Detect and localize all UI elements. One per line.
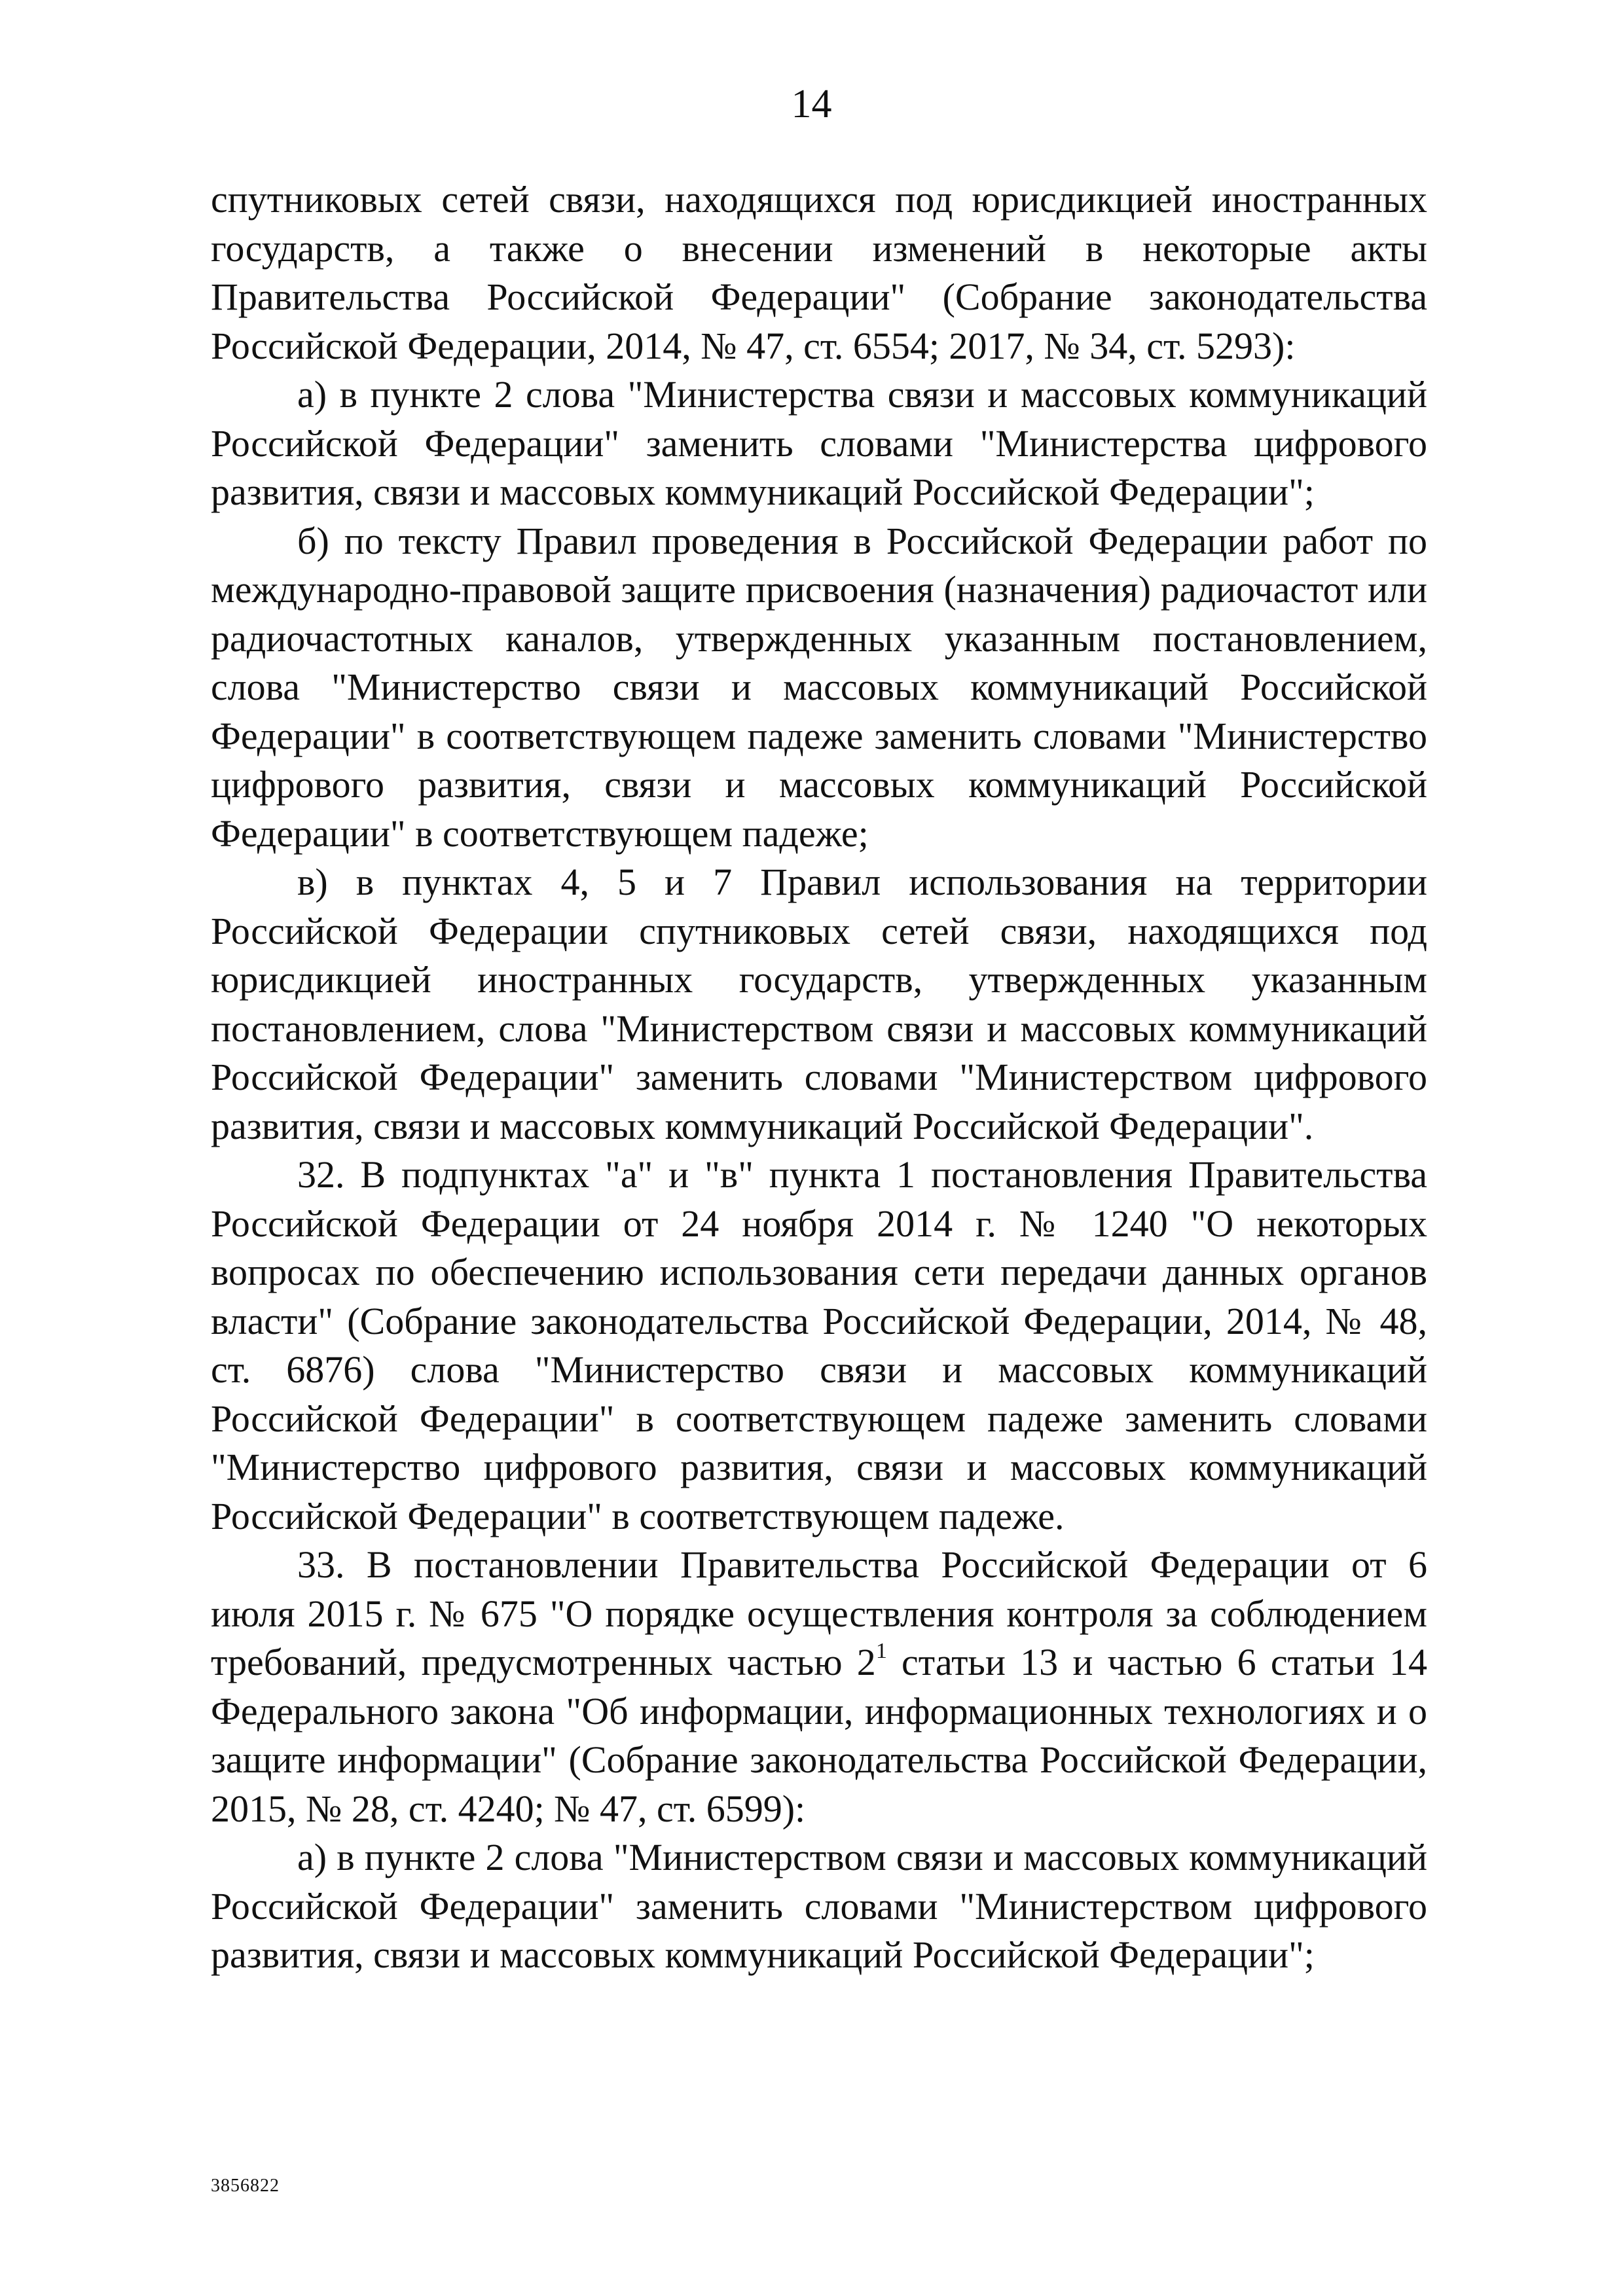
paragraph-32: 32. В подпунктах "а" и "в" пункта 1 постановления Правительства Российской Федерации от 24 ноября 2014 г. № 1240 "О некоторых вопросах по обеспечению использования сети передачи данных органов власти" (Собрание законодательства Российской Федерации, 2014, № 48, ст. 6876) слова "Министерство связи и массовых коммуникаций Российской Федерации" в соответствующем падеже заменить словами "Министерство цифрового развития, связи и массовых коммуникаций Российской Федерации" в соответствующем падеже. <box>211 1153 1427 1537</box>
paragraph-continuation: спутниковых сетей связи, находящихся под юрисдикцией иностранных государств, а также о внесении изменений в некоторые акты Правительства Российской Федерации" (Собрание законодательства Российской Федерации, 2014, № 47, ст. 6554; 2017, № 34, ст. 5293): <box>211 178 1427 367</box>
paragraph-item-a: а) в пункте 2 слова "Министерства связи и массовых коммуникаций Российской Федерации" заменить словами "Министерства цифрового развития, связи и массовых коммуникаций Российской Федерации"; <box>211 373 1427 513</box>
paragraph-33-text-end: статьи 13 и частью 6 статьи 14 Федерального закона "Об информации, информационных технологиях и о защите информации" (Собрание законодательства Российской Федерации, 2015, № 28, ст. 4240; № 47, ст. 6599): <box>211 1641 1427 1830</box>
paragraph-33-text-start: 33. В постановлении Правительства Российской Федерации от 6 июля 2015 г. № 675 "О порядке осуществления контроля за соблюдением требований, предусмотренных частью 2 <box>211 1543 1427 1683</box>
document-body <box>211 175 1427 1980</box>
superscript-marker: 1 <box>875 1639 887 1663</box>
paragraph-33-item-a: а) в пункте 2 слова "Министерством связи и массовых коммуникаций Российской Федерации" заменить словами "Министерством цифрового развития, связи и массовых коммуникаций Российской Федерации"; <box>211 1836 1427 1976</box>
paragraph-item-b: б) по тексту Правил проведения в Российской Федерации работ по международно-правовой защите присвоения (назначения) радиочастот или радиочастотных каналов, утвержденных указанным постановлением, слова "Министерство связи и массовых коммуникаций Российской Федерации" в соответствующем падеже заменить словами "Министерство цифрового развития, связи и массовых коммуникаций Российской Федерации" в соответствующем падеже; <box>211 519 1427 855</box>
document-id: 3856822 <box>211 2176 280 2196</box>
paragraph-33 <box>211 1541 1427 1833</box>
page-number: 14 <box>791 82 832 126</box>
paragraph-item-v: в) в пунктах 4, 5 и 7 Правил использования на территории Российской Федерации спутниковых сетей связи, находящихся под юрисдикцией иностранных государств, утвержденных указанным постановлением, слова "Министерством связи и массовых коммуникаций Российской Федерации" заменить словами "Министерством цифрового развития, связи и массовых коммуникаций Российской Федерации". <box>211 861 1427 1147</box>
